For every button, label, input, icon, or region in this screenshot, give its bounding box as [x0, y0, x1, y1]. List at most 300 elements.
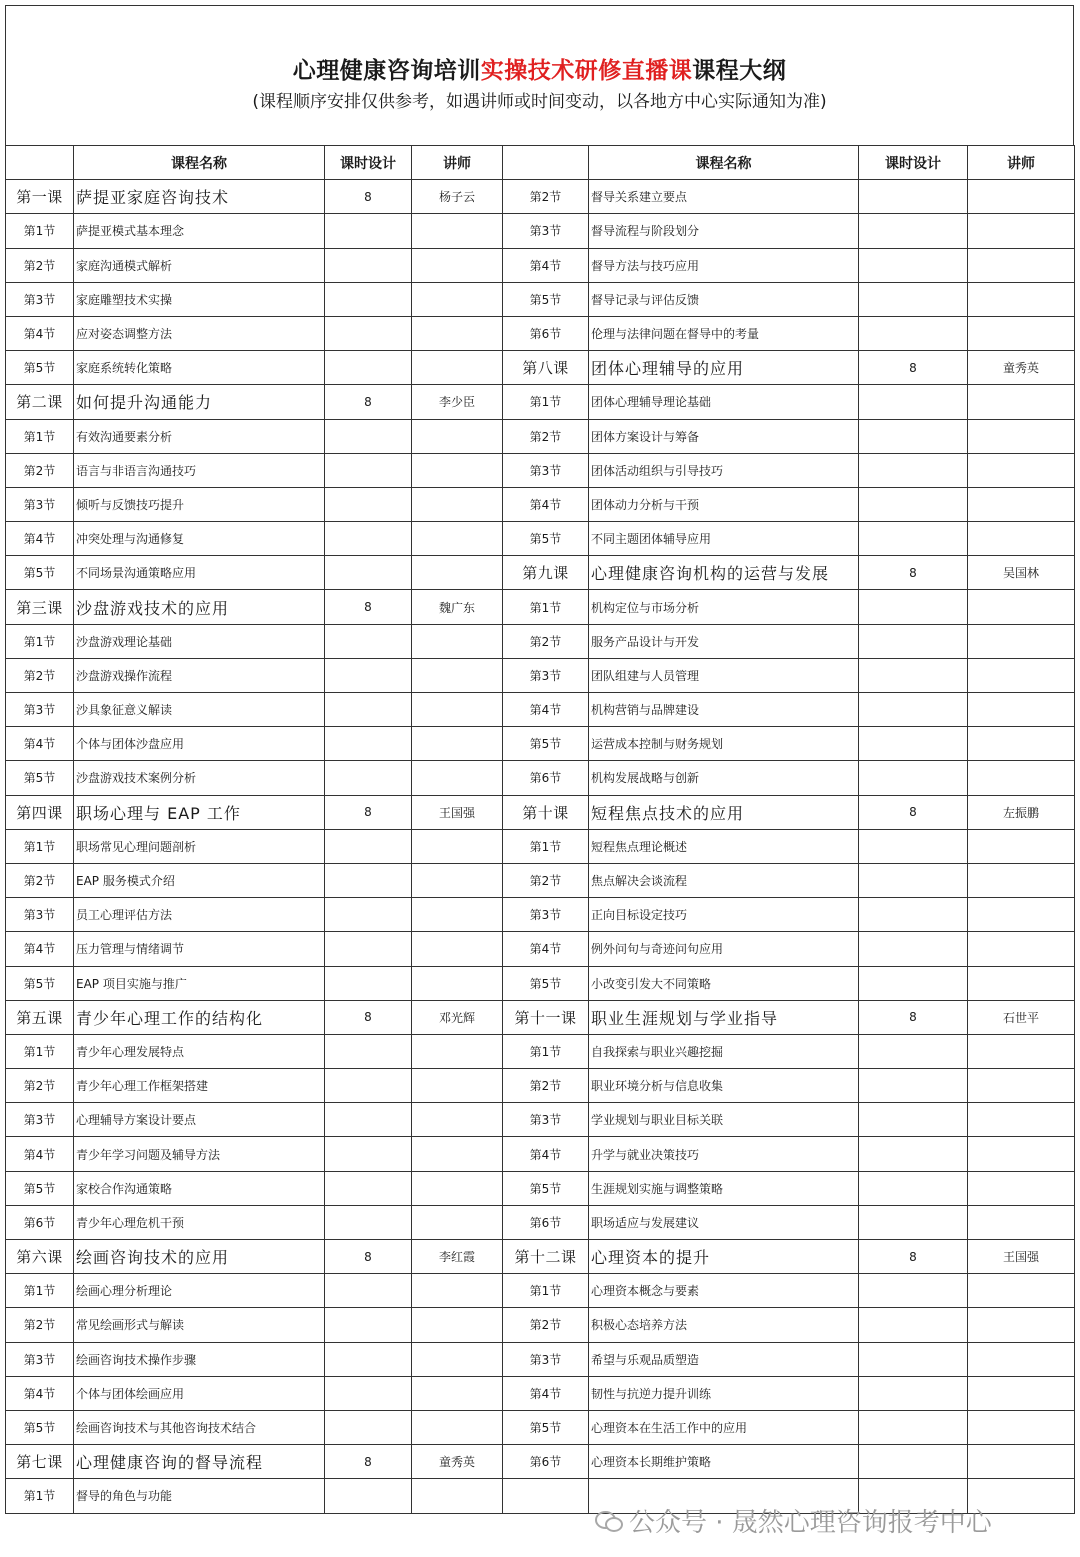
session-teacher-cell — [968, 1410, 1075, 1444]
table-row — [6, 385, 1075, 419]
session-label-cell: 第6节 — [503, 1205, 589, 1239]
session-teacher-cell — [968, 693, 1075, 727]
course-teacher-cell: 杨子云 — [412, 180, 503, 214]
session-label-cell: 第3节 — [6, 693, 74, 727]
session-name-cell: 心理资本在生活工作中的应用 — [589, 1410, 859, 1444]
session-label-cell: 第2节 — [503, 863, 589, 897]
session-label-cell: 第3节 — [6, 1103, 74, 1137]
session-hours-cell — [325, 1308, 412, 1342]
table-row — [6, 316, 1075, 350]
session-teacher-cell — [412, 453, 503, 487]
session-hours-cell — [325, 1376, 412, 1410]
session-label-cell: 第6节 — [503, 316, 589, 350]
session-label-cell: 第5节 — [503, 1410, 589, 1444]
session-hours-cell — [325, 248, 412, 282]
course-label-cell: 第二课 — [6, 385, 74, 419]
title-part: 心理健康咨询培训 — [292, 58, 481, 84]
session-label-cell: 第3节 — [503, 214, 589, 248]
session-label-cell: 第3节 — [6, 487, 74, 521]
table-row — [6, 863, 1075, 897]
session-teacher-cell — [412, 1205, 503, 1239]
course-name-cell: 沙盘游戏技术的应用 — [74, 590, 325, 624]
header-cell: 课时设计 — [859, 146, 968, 180]
table-row — [6, 556, 1075, 590]
session-hours-cell — [325, 898, 412, 932]
session-hours-cell — [325, 693, 412, 727]
course-name-cell: 职业生涯规划与学业指导 — [589, 1000, 859, 1034]
session-teacher-cell — [968, 248, 1075, 282]
session-hours-cell — [325, 316, 412, 350]
session-name-cell: 心理辅导方案设计要点 — [74, 1103, 325, 1137]
session-teacher-cell — [412, 1308, 503, 1342]
session-label-cell: 第3节 — [503, 1103, 589, 1137]
session-teacher-cell — [968, 761, 1075, 795]
session-hours-cell — [859, 829, 968, 863]
table-row — [6, 1342, 1075, 1376]
session-teacher-cell — [412, 419, 503, 453]
table-header-row — [6, 146, 1075, 180]
session-label-cell: 第1节 — [503, 829, 589, 863]
session-hours-cell — [325, 351, 412, 385]
session-name-cell: 升学与就业决策技巧 — [589, 1137, 859, 1171]
session-teacher-cell — [412, 829, 503, 863]
session-label-cell: 第5节 — [503, 966, 589, 1000]
session-label-cell: 第4节 — [503, 487, 589, 521]
session-teacher-cell — [968, 727, 1075, 761]
session-name-cell: 绘画心理分析理论 — [74, 1274, 325, 1308]
session-label-cell: 第1节 — [6, 1034, 74, 1068]
table-row — [6, 1376, 1075, 1410]
session-teacher-cell — [968, 1205, 1075, 1239]
session-hours-cell — [325, 624, 412, 658]
course-name-cell: 心理健康咨询的督导流程 — [74, 1445, 325, 1479]
session-name-cell: 团队组建与人员管理 — [589, 658, 859, 692]
course-hours-cell: 8 — [859, 556, 968, 590]
session-hours-cell — [325, 487, 412, 521]
session-name-cell: 冲突处理与沟通修复 — [74, 522, 325, 556]
session-hours-cell — [325, 282, 412, 316]
session-name-cell: 家庭沟通模式解析 — [74, 248, 325, 282]
session-label-cell: 第2节 — [503, 1069, 589, 1103]
session-teacher-cell — [412, 351, 503, 385]
session-teacher-cell — [968, 282, 1075, 316]
session-hours-cell — [859, 1410, 968, 1444]
session-name-cell: 韧性与抗逆力提升训练 — [589, 1376, 859, 1410]
session-name-cell: 服务产品设计与开发 — [589, 624, 859, 658]
session-name-cell: 督导方法与技巧应用 — [589, 248, 859, 282]
session-name-cell: 员工心理评估方法 — [74, 898, 325, 932]
course-hours-cell: 8 — [859, 351, 968, 385]
course-label-cell: 第五课 — [6, 1000, 74, 1034]
course-hours-cell: 8 — [325, 1000, 412, 1034]
session-teacher-cell — [968, 1171, 1075, 1205]
table-row — [6, 932, 1075, 966]
table-row — [6, 727, 1075, 761]
course-name-cell: 职场心理与 EAP 工作 — [74, 795, 325, 829]
course-teacher-cell: 王国强 — [412, 795, 503, 829]
session-name-cell: 团体方案设计与筹备 — [589, 419, 859, 453]
session-hours-cell — [859, 487, 968, 521]
session-label-cell: 第3节 — [503, 898, 589, 932]
session-hours-cell — [325, 1410, 412, 1444]
session-teacher-cell — [412, 693, 503, 727]
session-name-cell: 语言与非语言沟通技巧 — [74, 453, 325, 487]
session-name-cell: 心理资本长期维护策略 — [589, 1445, 859, 1479]
session-name-cell: 应对姿态调整方法 — [74, 316, 325, 350]
course-label-cell: 第九课 — [503, 556, 589, 590]
wechat-icon — [595, 1509, 623, 1531]
session-teacher-cell — [412, 1479, 503, 1513]
session-teacher-cell — [968, 1069, 1075, 1103]
session-hours-cell — [859, 1137, 968, 1171]
session-label-cell: 第4节 — [6, 316, 74, 350]
table-row — [6, 829, 1075, 863]
session-label-cell: 第1节 — [6, 214, 74, 248]
session-teacher-cell — [968, 590, 1075, 624]
session-name-cell: EAP 项目实施与推广 — [74, 966, 325, 1000]
course-name-cell: 青少年心理工作的结构化 — [74, 1000, 325, 1034]
page-title — [6, 52, 1073, 85]
session-label-cell — [503, 1479, 589, 1513]
session-name-cell: 压力管理与情绪调节 — [74, 932, 325, 966]
session-label-cell: 第1节 — [503, 1274, 589, 1308]
session-teacher-cell — [968, 1274, 1075, 1308]
course-hours-cell: 8 — [325, 795, 412, 829]
course-label-cell: 第六课 — [6, 1240, 74, 1274]
session-teacher-cell — [412, 658, 503, 692]
session-label-cell: 第1节 — [6, 829, 74, 863]
session-label-cell: 第5节 — [6, 556, 74, 590]
session-name-cell: 团体动力分析与干预 — [589, 487, 859, 521]
header-cell: 课程名称 — [589, 146, 859, 180]
session-name-cell: 督导关系建立要点 — [589, 180, 859, 214]
session-name-cell: 家校合作沟通策略 — [74, 1171, 325, 1205]
session-hours-cell — [325, 932, 412, 966]
table-row — [6, 1240, 1075, 1274]
session-teacher-cell — [412, 1410, 503, 1444]
session-teacher-cell — [412, 522, 503, 556]
course-hours-cell: 8 — [325, 1240, 412, 1274]
session-label-cell: 第1节 — [503, 590, 589, 624]
table-row — [6, 1308, 1075, 1342]
session-name-cell: 机构发展战略与创新 — [589, 761, 859, 795]
course-teacher-cell: 王国强 — [968, 1240, 1075, 1274]
session-teacher-cell — [412, 1274, 503, 1308]
session-teacher-cell — [412, 282, 503, 316]
session-name-cell: 倾听与反馈技巧提升 — [74, 487, 325, 521]
watermark — [595, 1500, 992, 1540]
session-label-cell: 第4节 — [503, 1376, 589, 1410]
session-name-cell: 职场适应与发展建议 — [589, 1205, 859, 1239]
session-name-cell: 例外问句与奇迹问句应用 — [589, 932, 859, 966]
session-label-cell: 第5节 — [503, 282, 589, 316]
session-hours-cell — [859, 1376, 968, 1410]
session-hours-cell — [859, 282, 968, 316]
session-label-cell: 第4节 — [6, 932, 74, 966]
session-name-cell: 不同场景沟通策略应用 — [74, 556, 325, 590]
session-teacher-cell — [968, 487, 1075, 521]
session-label-cell: 第1节 — [6, 1479, 74, 1513]
session-label-cell: 第2节 — [6, 248, 74, 282]
header-cell — [503, 146, 589, 180]
session-label-cell: 第5节 — [6, 1410, 74, 1444]
session-label-cell: 第6节 — [503, 761, 589, 795]
session-name-cell: 督导的角色与功能 — [74, 1479, 325, 1513]
session-hours-cell — [859, 385, 968, 419]
session-hours-cell — [325, 658, 412, 692]
session-hours-cell — [325, 556, 412, 590]
course-hours-cell: 8 — [325, 385, 412, 419]
session-hours-cell — [325, 1205, 412, 1239]
table-row — [6, 761, 1075, 795]
course-teacher-cell: 李少臣 — [412, 385, 503, 419]
table-row — [6, 1205, 1075, 1239]
session-label-cell: 第3节 — [503, 453, 589, 487]
session-hours-cell — [859, 1171, 968, 1205]
session-teacher-cell — [968, 829, 1075, 863]
table-row — [6, 1103, 1075, 1137]
session-label-cell: 第5节 — [6, 966, 74, 1000]
session-name-cell: 沙盘游戏操作流程 — [74, 658, 325, 692]
session-hours-cell — [859, 1445, 968, 1479]
table-row — [6, 795, 1075, 829]
session-hours-cell — [325, 1103, 412, 1137]
session-label-cell: 第2节 — [6, 453, 74, 487]
session-name-cell: 伦理与法律问题在督导中的考量 — [589, 316, 859, 350]
session-hours-cell — [859, 693, 968, 727]
session-name-cell: 职业环境分析与信息收集 — [589, 1069, 859, 1103]
session-label-cell: 第4节 — [503, 932, 589, 966]
session-hours-cell — [859, 624, 968, 658]
session-hours-cell — [859, 248, 968, 282]
session-teacher-cell — [968, 1103, 1075, 1137]
session-hours-cell — [325, 727, 412, 761]
course-label-cell: 第十课 — [503, 795, 589, 829]
session-hours-cell — [325, 966, 412, 1000]
session-teacher-cell — [412, 624, 503, 658]
session-label-cell: 第3节 — [503, 658, 589, 692]
course-name-cell: 心理健康咨询机构的运营与发展 — [589, 556, 859, 590]
session-name-cell: 焦点解决会谈流程 — [589, 863, 859, 897]
session-name-cell: 个体与团体沙盘应用 — [74, 727, 325, 761]
session-name-cell: 有效沟通要素分析 — [74, 419, 325, 453]
table-row — [6, 180, 1075, 214]
session-label-cell: 第4节 — [6, 1376, 74, 1410]
session-label-cell: 第3节 — [6, 1342, 74, 1376]
session-hours-cell — [325, 522, 412, 556]
session-teacher-cell — [968, 966, 1075, 1000]
session-teacher-cell — [412, 932, 503, 966]
session-hours-cell — [859, 1342, 968, 1376]
session-hours-cell — [859, 727, 968, 761]
session-hours-cell — [325, 453, 412, 487]
session-teacher-cell — [968, 1376, 1075, 1410]
table-row — [6, 693, 1075, 727]
session-teacher-cell — [968, 180, 1075, 214]
session-teacher-cell — [968, 658, 1075, 692]
session-label-cell: 第2节 — [6, 1069, 74, 1103]
session-label-cell: 第5节 — [6, 351, 74, 385]
session-teacher-cell — [968, 522, 1075, 556]
session-label-cell: 第4节 — [6, 727, 74, 761]
table-row — [6, 1445, 1075, 1479]
session-teacher-cell — [412, 556, 503, 590]
course-teacher-cell: 魏广东 — [412, 590, 503, 624]
table-row — [6, 214, 1075, 248]
session-hours-cell — [325, 1137, 412, 1171]
session-hours-cell — [859, 863, 968, 897]
title-part: 课程大纲 — [692, 58, 787, 84]
session-hours-cell — [859, 966, 968, 1000]
session-name-cell: 督导记录与评估反馈 — [589, 282, 859, 316]
table-row — [6, 1171, 1075, 1205]
session-label-cell: 第4节 — [6, 522, 74, 556]
course-name-cell: 短程焦点技术的应用 — [589, 795, 859, 829]
course-hours-cell: 8 — [859, 1240, 968, 1274]
session-teacher-cell — [968, 385, 1075, 419]
session-teacher-cell — [968, 316, 1075, 350]
session-name-cell: 绘画咨询技术操作步骤 — [74, 1342, 325, 1376]
session-label-cell: 第4节 — [503, 693, 589, 727]
session-label-cell: 第2节 — [503, 419, 589, 453]
session-label-cell: 第5节 — [503, 727, 589, 761]
session-hours-cell — [859, 214, 968, 248]
session-teacher-cell — [412, 898, 503, 932]
session-name-cell: 正向目标设定技巧 — [589, 898, 859, 932]
session-hours-cell — [859, 658, 968, 692]
session-teacher-cell — [412, 1034, 503, 1068]
table-row — [6, 658, 1075, 692]
session-label-cell: 第4节 — [503, 248, 589, 282]
session-hours-cell — [859, 316, 968, 350]
session-label-cell: 第6节 — [503, 1445, 589, 1479]
session-teacher-cell — [412, 761, 503, 795]
session-hours-cell — [325, 419, 412, 453]
session-hours-cell — [859, 1205, 968, 1239]
header-cell: 课时设计 — [325, 146, 412, 180]
session-hours-cell — [859, 1308, 968, 1342]
course-name-cell: 团体心理辅导的应用 — [589, 351, 859, 385]
page-subtitle: (课程顺序安排仅供参考，如遇讲师或时间变动，以各地方中心实际通知为准) — [252, 92, 827, 112]
session-teacher-cell — [412, 1342, 503, 1376]
session-label-cell: 第2节 — [503, 1308, 589, 1342]
title-highlight: 实操技术研修直播课 — [480, 58, 693, 84]
table-row — [6, 1034, 1075, 1068]
session-label-cell: 第6节 — [6, 1205, 74, 1239]
session-hours-cell — [859, 1069, 968, 1103]
session-teacher-cell — [968, 1342, 1075, 1376]
course-name-cell: 萨提亚家庭咨询技术 — [74, 180, 325, 214]
session-label-cell: 第5节 — [6, 761, 74, 795]
table-row — [6, 351, 1075, 385]
session-hours-cell — [325, 214, 412, 248]
course-label-cell: 第三课 — [6, 590, 74, 624]
course-label-cell: 第十二课 — [503, 1240, 589, 1274]
course-hours-cell: 8 — [859, 1000, 968, 1034]
session-label-cell: 第2节 — [6, 863, 74, 897]
session-name-cell: EAP 服务模式介绍 — [74, 863, 325, 897]
session-name-cell: 沙盘游戏技术案例分析 — [74, 761, 325, 795]
table-row — [6, 419, 1075, 453]
course-name-cell: 绘画咨询技术的应用 — [74, 1240, 325, 1274]
session-name-cell: 沙盘游戏理论基础 — [74, 624, 325, 658]
session-name-cell: 运营成本控制与财务规划 — [589, 727, 859, 761]
session-name-cell: 青少年心理危机干预 — [74, 1205, 325, 1239]
session-teacher-cell — [412, 1137, 503, 1171]
session-label-cell: 第5节 — [503, 1171, 589, 1205]
session-name-cell: 职场常见心理问题剖析 — [74, 829, 325, 863]
table-row — [6, 1069, 1075, 1103]
session-name-cell: 个体与团体绘画应用 — [74, 1376, 325, 1410]
session-hours-cell — [325, 1479, 412, 1513]
session-name-cell: 常见绘画形式与解读 — [74, 1308, 325, 1342]
session-teacher-cell — [968, 453, 1075, 487]
header-cell: 讲师 — [412, 146, 503, 180]
session-label-cell: 第5节 — [503, 522, 589, 556]
session-hours-cell — [859, 522, 968, 556]
session-name-cell: 沙具象征意义解读 — [74, 693, 325, 727]
session-label-cell: 第3节 — [6, 898, 74, 932]
session-name-cell: 不同主题团体辅导应用 — [589, 522, 859, 556]
session-hours-cell — [859, 1103, 968, 1137]
table-row — [6, 453, 1075, 487]
course-teacher-cell: 吴国林 — [968, 556, 1075, 590]
session-name-cell: 青少年心理发展特点 — [74, 1034, 325, 1068]
session-teacher-cell — [412, 487, 503, 521]
session-teacher-cell — [412, 248, 503, 282]
session-teacher-cell — [968, 932, 1075, 966]
table-row — [6, 1137, 1075, 1171]
session-teacher-cell — [968, 1308, 1075, 1342]
session-name-cell: 自我探索与职业兴趣挖掘 — [589, 1034, 859, 1068]
session-teacher-cell — [968, 1034, 1075, 1068]
session-hours-cell — [325, 1069, 412, 1103]
session-label-cell: 第1节 — [6, 624, 74, 658]
session-name-cell: 机构定位与市场分析 — [589, 590, 859, 624]
outline-table — [5, 145, 1075, 1514]
session-label-cell: 第2节 — [503, 180, 589, 214]
header-cell — [6, 146, 74, 180]
course-teacher-cell: 石世平 — [968, 1000, 1075, 1034]
course-hours-cell: 8 — [325, 180, 412, 214]
session-hours-cell — [859, 1034, 968, 1068]
session-hours-cell — [859, 761, 968, 795]
outline-document — [5, 5, 1074, 1550]
session-hours-cell — [325, 1034, 412, 1068]
table-row — [6, 590, 1075, 624]
course-label-cell: 第七课 — [6, 1445, 74, 1479]
session-hours-cell — [859, 590, 968, 624]
table-row — [6, 522, 1075, 556]
session-hours-cell — [859, 180, 968, 214]
session-teacher-cell — [412, 863, 503, 897]
watermark-text: 公众号 · 晟然心理咨询报考中心 — [629, 1507, 992, 1538]
title-box — [5, 5, 1074, 145]
session-name-cell: 萨提亚模式基本理念 — [74, 214, 325, 248]
course-teacher-cell: 邓光辉 — [412, 1000, 503, 1034]
session-label-cell: 第2节 — [503, 624, 589, 658]
header-cell: 讲师 — [968, 146, 1075, 180]
session-label-cell: 第4节 — [6, 1137, 74, 1171]
session-name-cell: 希望与乐观品质塑造 — [589, 1342, 859, 1376]
session-name-cell: 积极心态培养方法 — [589, 1308, 859, 1342]
session-label-cell: 第3节 — [6, 282, 74, 316]
table-row — [6, 282, 1075, 316]
course-name-cell: 如何提升沟通能力 — [74, 385, 325, 419]
session-name-cell: 团体活动组织与引导技巧 — [589, 453, 859, 487]
session-hours-cell — [325, 863, 412, 897]
session-hours-cell — [859, 1274, 968, 1308]
